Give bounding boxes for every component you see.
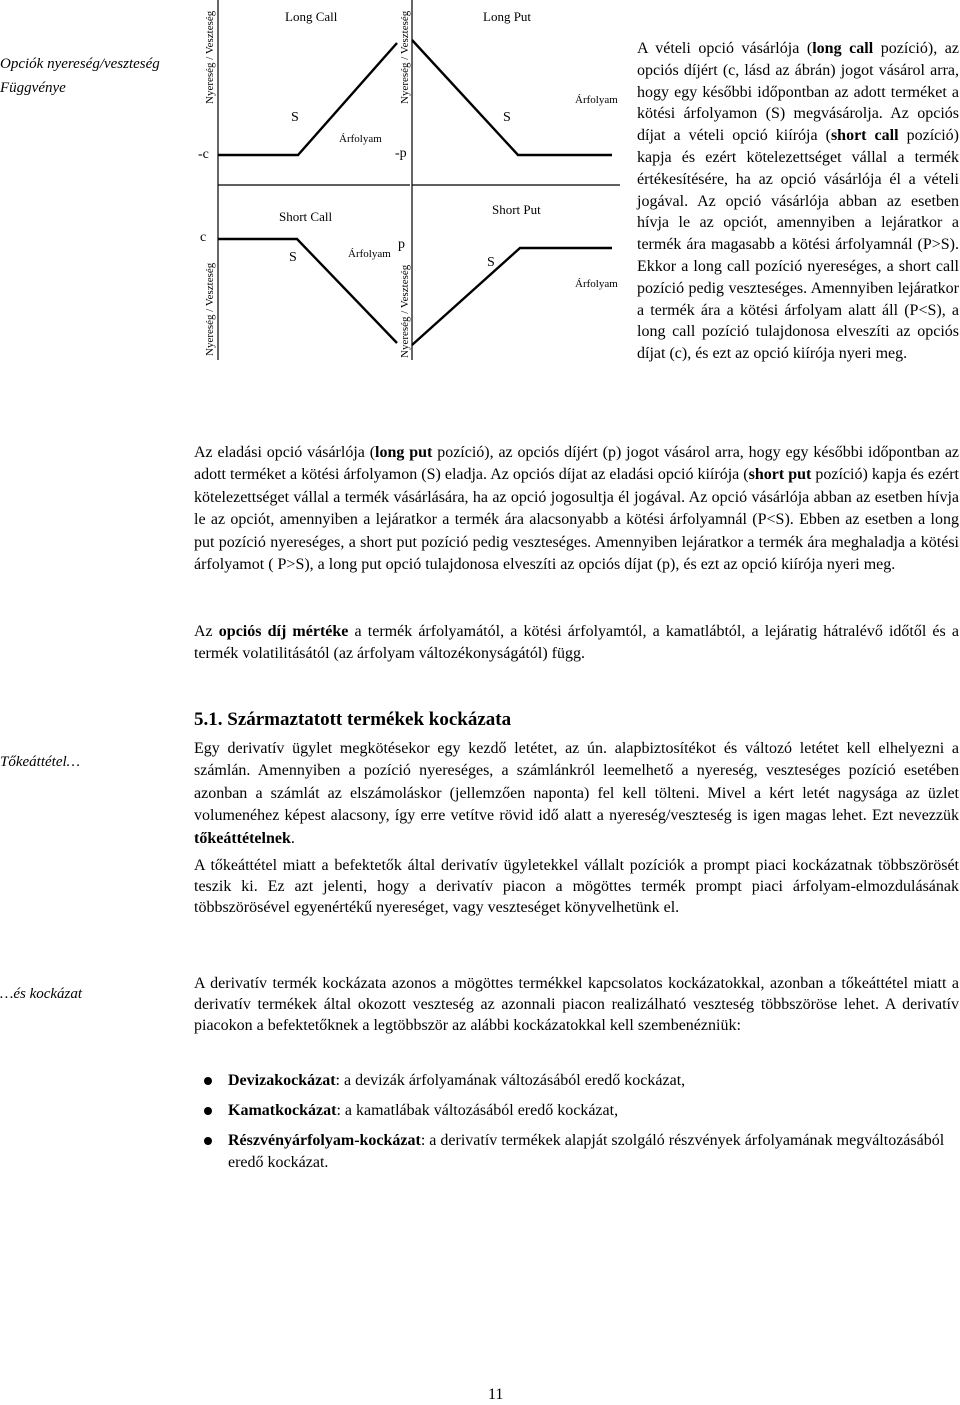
long-put-strike-label: S bbox=[503, 110, 511, 125]
sidebar-note-risk: …és kockázat bbox=[0, 986, 83, 1002]
call-paragraph: A vételi opció vásárlója (long call pozíció), az opciós díjért (c, lásd az ábrán) jogot vásárol arra, hogy egy későbbi időpontban az adott terméket a kötési árfolyamon (S) megvásárolja. Az opciós díjat a vételi opció kiírója (short call pozíció) kapja és ezért kötelezettséget vállal a termék értékesítésére, ha az opció vásárlója él a vételi jogával. Az opció vásárlója abban az esetben hívja le az opciót, amennyiben a lejáratkor a termék ára magasabb a kötési árfolyamnál (P>S). Ekkor a long call pozíció nyereséges, a short call pozíció pedig veszteséges. Amennyiben lejáratkor a termék ára a kötési árfolyam alatt áll (P<S), a long call pozíció tulajdonosa elveszíti az opciós díjat (c), és ezt az opció kiírója nyeri meg. bbox=[637, 40, 960, 363]
long-put-title: Long Put bbox=[483, 9, 532, 24]
short-call-title: Short Call bbox=[279, 209, 333, 224]
call-diagram bbox=[198, 0, 410, 360]
long-put-premium-label: -p bbox=[395, 146, 407, 161]
leverage-paragraph-2: A tőkeáttétel miatt a befektetők által derivatív ügyletekkel vállalt pozíciók a prompt piaci kockázatnak többszörösét teszik ki. Ez azt jelenti, hogy a derivatív piacon a mögöttes termék prompt piaci árfolyam-elmozdulásának többszörösével egyenértékű nyereséget, vagy veszteséget könyvelhetünk el. bbox=[194, 857, 959, 916]
short-call-y-label: Nyereség / Veszteség bbox=[204, 262, 216, 356]
bullet-icon bbox=[204, 1107, 212, 1115]
long-call-title: Long Call bbox=[285, 9, 338, 24]
list-item: Kamatkockázat: a kamatlábak változásából eredő kockázat, bbox=[194, 1100, 959, 1122]
short-put-title: Short Put bbox=[492, 202, 541, 217]
long-call-price-label: Árfolyam bbox=[339, 133, 382, 145]
fee-paragraph: Az opciós díj mértéke a termék árfolyamától, a kötési árfolyamtól, a kamatlábtól, a lejáratig hátralévő időtől és a termék volatilitásától (az árfolyam változékonyságától) függ. bbox=[194, 623, 959, 663]
risk-list bbox=[194, 1070, 959, 1182]
risk-paragraph: A derivatív termék kockázata azonos a mögöttes termékkel kapcsolatos kockázatokkal, azonban a tőkeáttétel miatt a derivatív termékek által okozott veszteség az azonnali piacon realizálható veszteség többszöröse lehet. A derivatív piacokon a befektetőknek a legtöbbször az alábbi kockázatokkal kell szembenézniük: bbox=[194, 975, 959, 1034]
bullet-icon bbox=[204, 1077, 212, 1085]
list-item: Részvényárfolyam-kockázat: a derivatív termékek alapját szolgáló részvények árfolyamának megváltozásából eredő kockázat. bbox=[194, 1130, 959, 1174]
long-put-price-label: Árfolyam bbox=[575, 94, 618, 106]
long-put-y-label: Nyereség / Veszteség bbox=[399, 10, 411, 104]
sidebar-note-leverage: Tőkeáttétel… bbox=[0, 754, 80, 770]
short-call-premium-label: c bbox=[200, 230, 207, 245]
put-diagram bbox=[395, 0, 620, 360]
short-call-price-label: Árfolyam bbox=[348, 248, 391, 260]
short-put-payoff-line bbox=[412, 248, 612, 345]
long-call-y-label: Nyereség / Veszteség bbox=[204, 10, 216, 104]
short-call-strike-label: S bbox=[289, 250, 297, 265]
leverage-paragraph-1: Egy derivatív ügylet megkötésekor egy kezdő letétet, az ún. alapbiztosítékot és változó letétet kell elhelyezni a számlán. Amennyiben a pozíció nyereséges, a számlánkról leemelhető a nyereség, veszteséges pozíció esetében azonban a számlát az elszámoláskor (jellemzően naponta) fel kell tölteni. Mivel a kért letét nagysága az üzlet volumenéhez képest alacsony, így erre vetítve rövid idő alatt a nyereség/veszteség is igen magas lehet. Ezt nevezzük tőkeáttételnek. bbox=[194, 740, 959, 847]
short-put-y-label: Nyereség / Veszteség bbox=[399, 264, 411, 358]
long-call-premium-label: -c bbox=[198, 147, 209, 162]
put-paragraph: Az eladási opció vásárlója (long put pozíció), az opciós díjért (p) jogot vásárol arra, hogy egy későbbi időpontban az adott terméket a kötési árfolyamon (S) eladja. Az opciós díjat az eladási opció kiírója (short put pozíció) kapja és ezért kötelezettséget vállal a termék vásárlására, ha az opció jogosultja él jogával. Az opció vásárlója abban az esetben hívja le az opciót, amennyiben a lejáratkor a termék ára alacsonyabb a kötési árfolyamnál (P<S). Ebben az esetben a long put pozíció nyereséges, a short put pozíció pedig veszteséges. Amennyiben lejáratkor a termék ára meghaladja a kötési árfolyamot ( P>S), a long put opció tulajdonosa elveszíti az opciós díjat (p), és ezt az opció kiírója nyeri meg. bbox=[194, 444, 960, 574]
page-number: 11 bbox=[488, 1386, 504, 1403]
short-put-price-label: Árfolyam bbox=[575, 278, 618, 290]
section-heading: 5.1. Származtatott termékek kockázata bbox=[194, 709, 512, 730]
sidebar-note-option-pnl: Opciók nyereség/veszteség Függvénye bbox=[0, 56, 160, 96]
long-call-strike-label: S bbox=[291, 110, 299, 125]
short-put-premium-label: p bbox=[398, 237, 405, 252]
bullet-icon bbox=[204, 1137, 212, 1145]
short-put-strike-label: S bbox=[487, 255, 495, 270]
list-item: Devizakockázat: a devizák árfolyamának változásából eredő kockázat, bbox=[194, 1070, 959, 1092]
